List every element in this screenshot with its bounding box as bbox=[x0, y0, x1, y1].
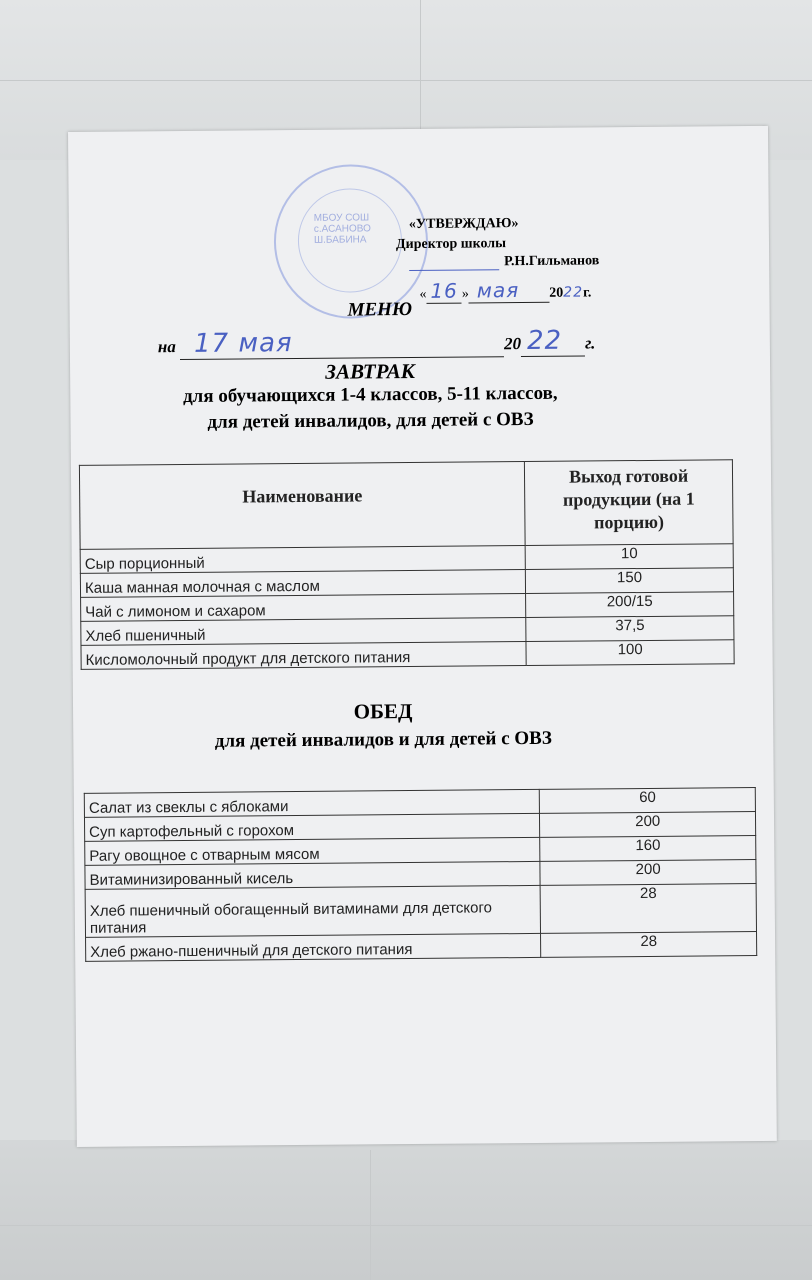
dish-name: Суп картофельный с горохом bbox=[84, 813, 540, 841]
dish-name: Рагу овощное с отварным мясом bbox=[85, 837, 541, 865]
background-wall bbox=[0, 1140, 812, 1280]
breakfast-table bbox=[79, 459, 735, 670]
menu-on-label: на bbox=[157, 337, 176, 357]
dish-name: Хлеб пшеничный bbox=[81, 618, 526, 646]
dish-name: Чай с лимоном и сахаром bbox=[81, 594, 526, 622]
dish-name: Хлеб пшеничный обогащенный витаминами для детского питания bbox=[85, 885, 541, 937]
lunch-table bbox=[84, 787, 757, 962]
table-row bbox=[85, 884, 756, 938]
approval-year-prefix: 20 bbox=[549, 285, 564, 301]
lunch-subtitle: для детей инвалидов и для детей с ОВЗ bbox=[214, 727, 552, 752]
dish-output: 200/15 bbox=[526, 592, 734, 618]
dish-name: Хлеб ржано-пшеничный для детского питания bbox=[86, 933, 542, 961]
breakfast-title: ЗАВТРАК bbox=[325, 358, 415, 384]
lunch-title: ОБЕД bbox=[353, 699, 413, 724]
breakfast-subtitle-1: для обучающихся 1-4 классов, 5-11 классов, bbox=[182, 382, 558, 408]
dish-output: 200 bbox=[540, 812, 756, 838]
stamp-text: МБОУ СОШ с.АСАНОВО Ш.БАБИНА bbox=[313, 212, 371, 246]
dish-output: 200 bbox=[540, 860, 756, 886]
dish-name: Кисломолочный продукт для детского питания bbox=[81, 642, 526, 670]
table-row bbox=[81, 640, 734, 670]
menu-year-end: г. bbox=[584, 333, 596, 353]
dish-output: 37,5 bbox=[526, 616, 734, 642]
breakfast-subtitle-2: для детей инвалидов, для детей с ОВЗ bbox=[207, 408, 534, 433]
dish-output: 150 bbox=[526, 568, 734, 594]
wall-tile-line bbox=[0, 1225, 812, 1226]
dish-name: Витаминизированный кисель bbox=[85, 861, 541, 889]
approval-date-day: 16 bbox=[426, 279, 462, 304]
table-row bbox=[86, 932, 757, 962]
lunch-rows bbox=[84, 788, 756, 962]
dish-output: 28 bbox=[540, 884, 756, 934]
column-header-output: Выход готовой продукции (на 1 порцию) bbox=[525, 460, 733, 546]
wall-tile-line bbox=[420, 0, 421, 132]
dish-output: 10 bbox=[525, 544, 733, 570]
wall-tile-line bbox=[370, 1150, 371, 1280]
breakfast-table-header bbox=[79, 460, 733, 550]
wall-tile-line bbox=[0, 80, 812, 81]
signature bbox=[409, 268, 499, 271]
approval-date-month: мая bbox=[469, 278, 550, 304]
menu-day: 17 мая bbox=[180, 326, 504, 360]
approval-year-suffix: 22 bbox=[563, 284, 584, 301]
quote-close: » bbox=[461, 286, 469, 302]
column-header-name: Наименование bbox=[79, 462, 525, 550]
dish-name: Салат из свеклы с яблоками bbox=[84, 789, 540, 817]
dish-output: 160 bbox=[540, 836, 756, 862]
menu-date bbox=[158, 325, 596, 360]
menu-year-prefix: 20 bbox=[503, 334, 522, 354]
menu-document bbox=[68, 126, 777, 1147]
menu-title: МЕНЮ bbox=[347, 299, 413, 321]
quote-open: « bbox=[419, 286, 427, 302]
menu-year: 22 bbox=[521, 325, 585, 357]
approval-date bbox=[419, 277, 591, 302]
approval-year-end: г. bbox=[583, 285, 592, 301]
dish-name: Каша манная молочная с маслом bbox=[80, 570, 525, 598]
approval-heading: «УТВЕРЖДАЮ» bbox=[408, 216, 519, 233]
dish-name: Сыр порционный bbox=[80, 546, 525, 574]
director-title: Директор школы bbox=[395, 236, 507, 253]
dish-output: 100 bbox=[526, 640, 734, 666]
dish-output: 28 bbox=[541, 932, 757, 958]
director-name: Р.Н.Гильманов bbox=[504, 253, 600, 270]
breakfast-rows bbox=[80, 544, 734, 670]
dish-output: 60 bbox=[540, 788, 756, 814]
